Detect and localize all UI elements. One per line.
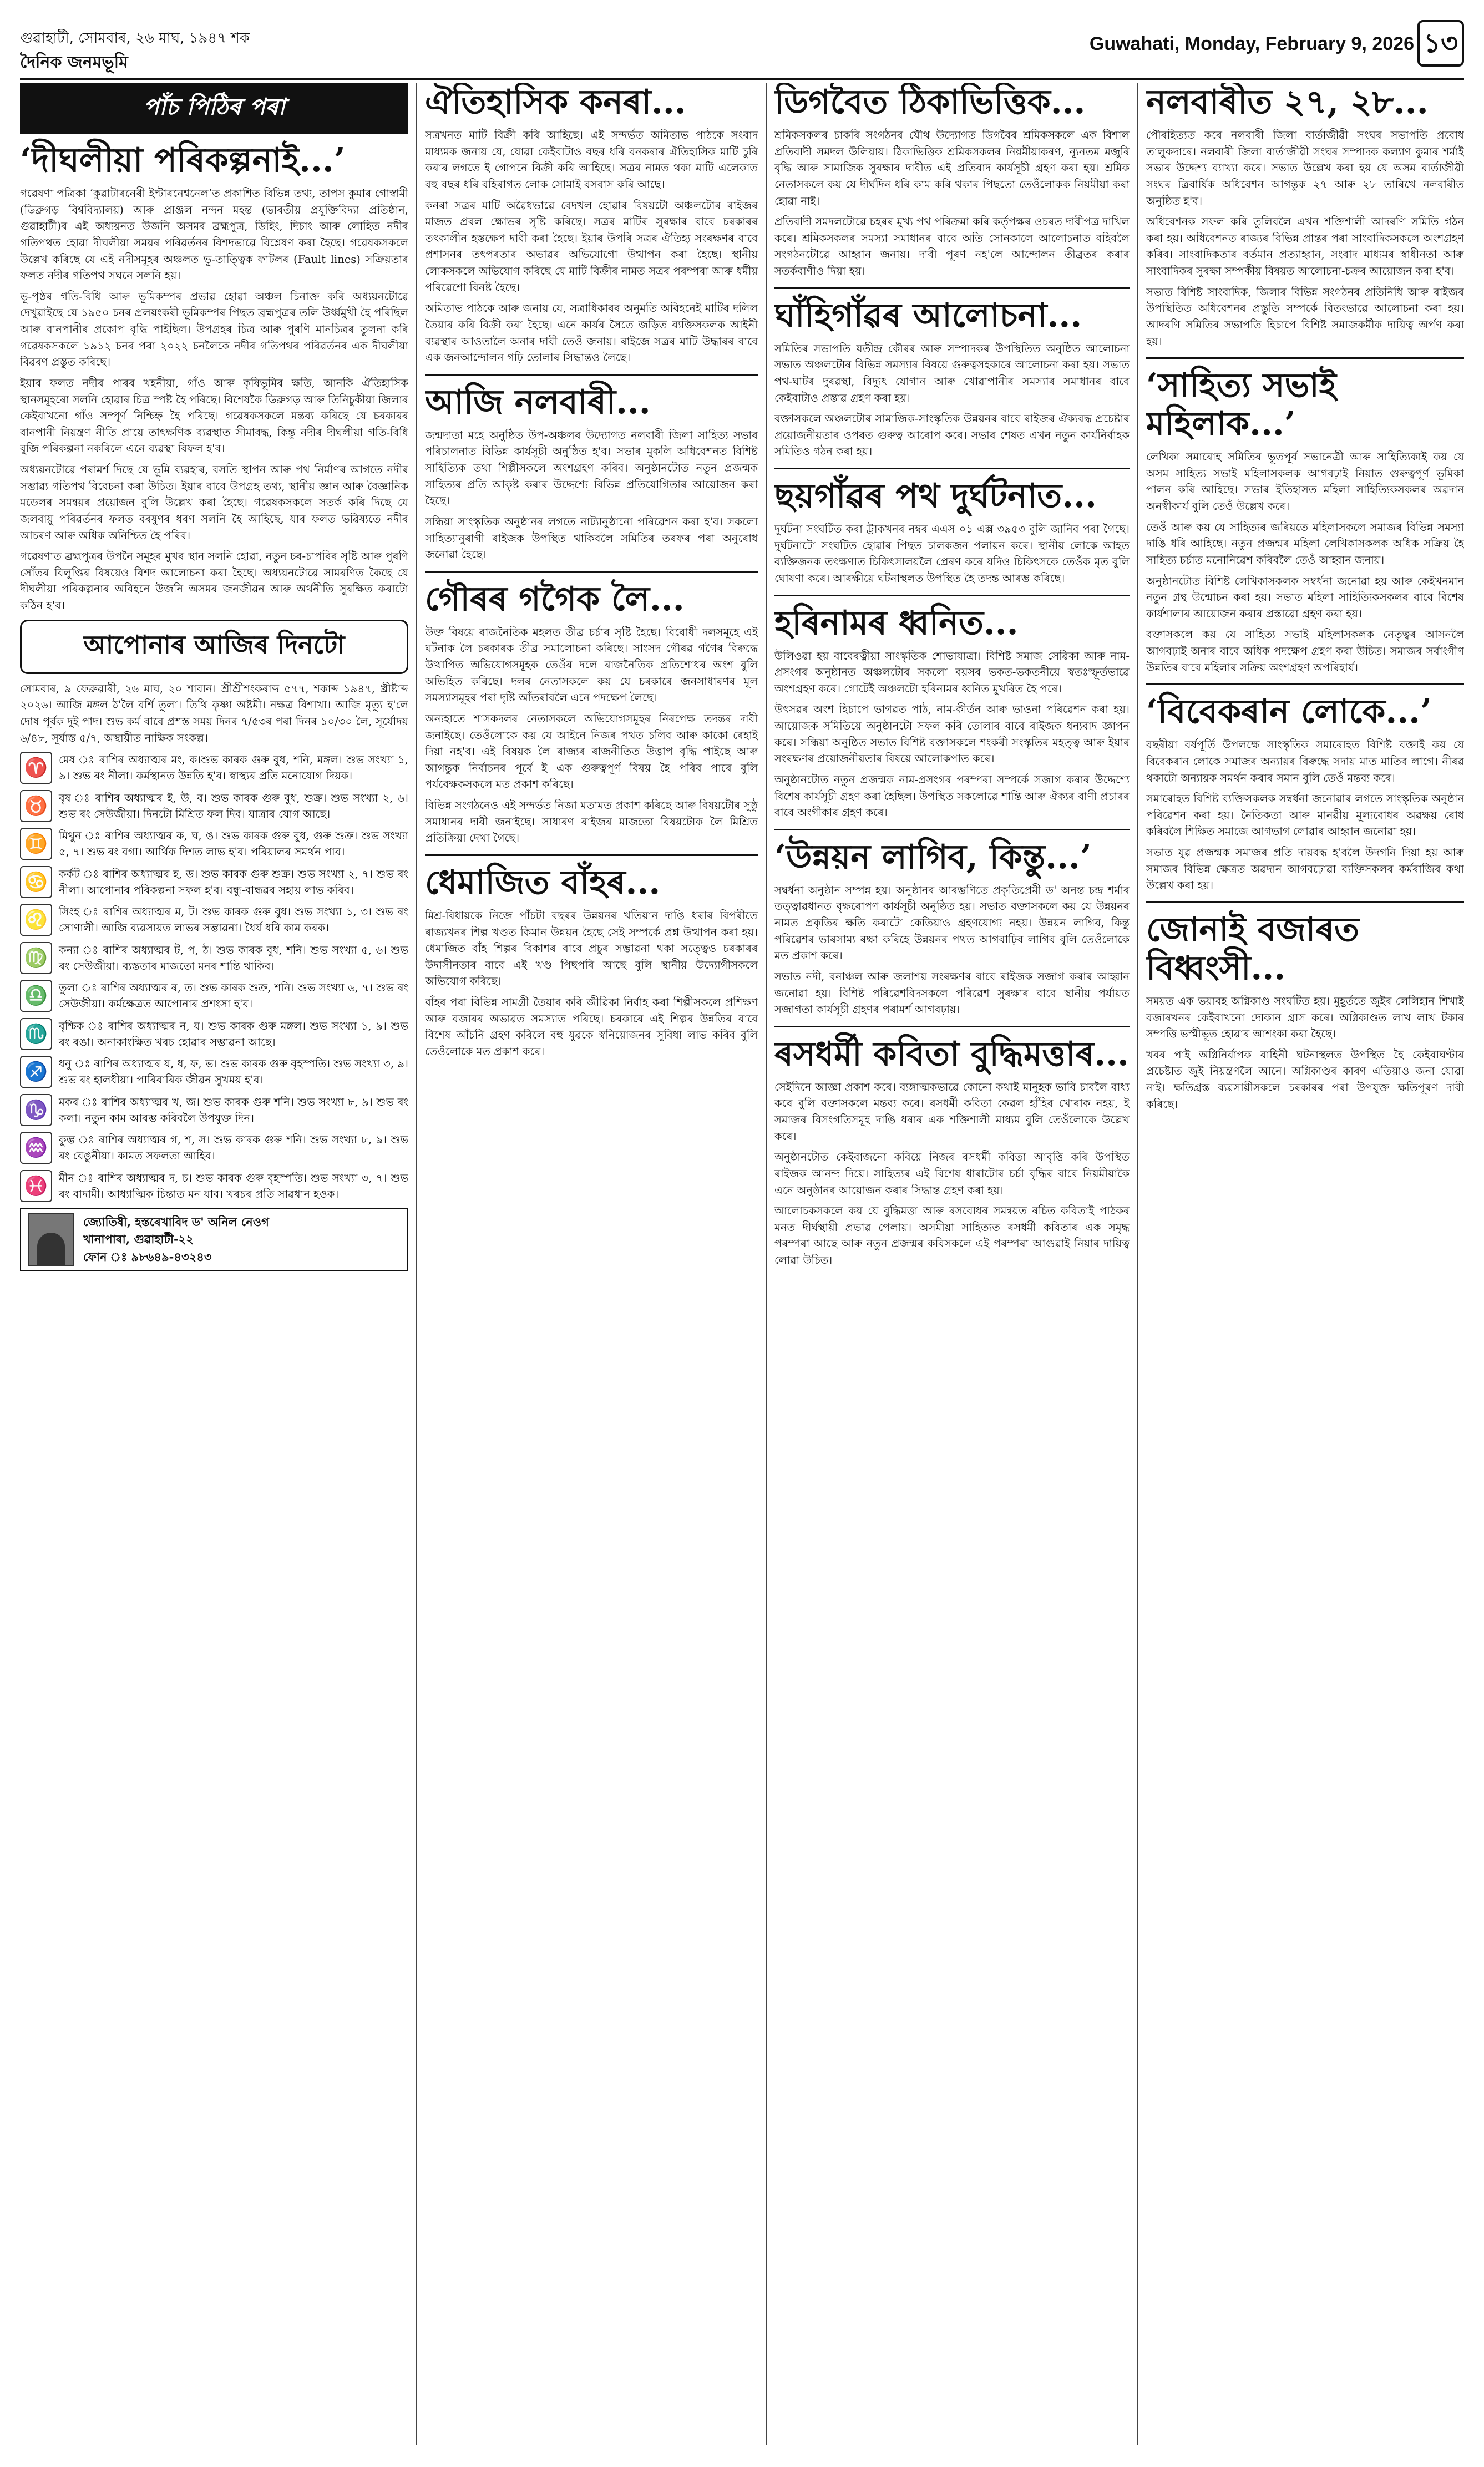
article-headline: ঘাঁহিগাঁৱৰ আলোচনা... bbox=[774, 296, 1082, 335]
paragraph: বক্তাসকলে অঞ্চলটোৰ সামাজিক-সাংস্কৃতিক উন্নয়নৰ বাবে ৰাইজৰ ঐক্যবদ্ধ প্ৰচেষ্টাৰ প্ৰয়োজনীয়তাৰ ওপৰত গুৰুত্ব আৰোপ কৰে। সভাৰ শেষত এখন নতুন কাৰ্যনিৰ্বাহক সমিতিও গঠন কৰা হয়। bbox=[774, 412, 1130, 458]
article-headline: ঐতিহাসিক কনৰা... bbox=[425, 83, 686, 121]
horoscope-text: সিংহ ঃ ৰাশিৰ অধ্যাত্মৰ ম, ট। শুভ কাৰক গুৰু বুধ। শুভ সংখ্যা ১, ৩। শুভ ৰং সোণালী। আজি ব্যৱসায়ত লাভৰ সম্ভাৱনা। ধৈৰ্য ধৰি কাম কৰক। bbox=[59, 905, 408, 935]
paragraph: উৎসৱৰ অংশ হিচাপে ভাগৱত পাঠ, নাম-কীৰ্তন আৰু ভাওনা পৰিৱেশন কৰা হয়। আয়োজক সমিতিয়ে অনুষ্ঠানটো সফল কৰি তোলাৰ বাবে ৰাইজক ধন্যবাদ জ্ঞাপন কৰে। সন্ধিয়া অনুষ্ঠিত সভাত বিশিষ্ট বক্তাসকলে শংকৰী সংস্কৃতিৰ মহত্ত্ব আৰু ইয়াৰ সংৰক্ষণৰ প্ৰয়োজনীয়তাৰ বিষয়ে আলোকপাত কৰে। bbox=[774, 703, 1130, 766]
column-3 bbox=[774, 83, 1130, 2445]
article-headline: জোনাই বজাৰত বিধ্বংসী... bbox=[1146, 910, 1360, 987]
paragraph: সময়ত এক ভয়াবহ অগ্নিকাণ্ড সংঘটিত হয়। মুহূৰ্ততে জুইৰ লেলিহান শিখাই বজাৰখনৰ কেইবাখনো দোকান গ্ৰাস কৰে। অগ্নিকাণ্ডত লাখ লাখ টকাৰ সম্পত্তি ভস্মীভূত হোৱাৰ আশংকা কৰা হৈছে। bbox=[1146, 994, 1464, 1041]
article-headline: আজি নলবাৰী... bbox=[425, 382, 651, 422]
zodiac-icon: ♏ bbox=[20, 1018, 52, 1050]
zodiac-icon: ♎ bbox=[20, 980, 52, 1012]
horoscope-text: মিথুন ঃ ৰাশিৰ অধ্যাত্মৰ ক, ঘ, ঙ। শুভ কাৰক গুৰু বুধ, গুৰু শুক্ৰ। শুভ সংখ্যা ৫, ৭। শুভ ৰং বগা। আৰ্থিক দিশত লাভ হ'ব। পৰিয়ালৰ সমৰ্থন পাব। bbox=[59, 829, 408, 859]
astrologer-name: জ্যোতিষী, হস্তৰেখাবিদ ড' অনিল নেওগ bbox=[83, 1214, 269, 1229]
article-headline: ৰসধৰ্মী কবিতা বুদ্ধিমত্তাৰ... bbox=[774, 1034, 1129, 1073]
columns bbox=[20, 83, 1464, 2445]
paragraph: ইয়াৰ ফলত নদীৰ পাৰৰ খহনীয়া, গাঁও আৰু কৃষিভূমিৰ ক্ষতি, আনকি ঐতিহাসিক স্থানসমূহৰো সলনি হোৱাৰ চিত্ৰ স্পষ্ট হৈ পৰিছে। বিশেষকৈ ডিব্ৰুগড় আৰু তিনিচুকীয়া জিলাৰ কেইবাখনো গাঁও সম্পূৰ্ণ নিশ্চিহ্ন হৈ পৰিছে। গৱেষকসকলে মন্তব্য কৰিছে যে চৰকাৰৰ বানপানী নিয়ন্ত্ৰণ নীতি প্ৰায়ে তাৎক্ষণিক ব্যৱস্থাত সীমাবদ্ধ, কিন্তু নদীৰ দীঘলীয়া গতি-বিধি বুজি পৰিকল্পনা নকৰিলে এনে ব্যৱস্থা বিফল হ'ব। bbox=[20, 376, 408, 455]
column-1 bbox=[20, 83, 408, 2445]
horoscope-list bbox=[20, 752, 408, 1202]
paragraph: কনৰা সত্ৰৰ মাটি অৱৈধভাৱে বেদখল হোৱাৰ বিষয়টো অঞ্চলটোৰ ৰাইজৰ মাজত প্ৰবল ক্ষোভৰ সৃষ্টি কৰিছে। সত্ৰৰ মাটিৰ সুৰক্ষাৰ বাবে চৰকাৰৰ তৎকালীন হস্তক্ষেপ দাবী কৰা হৈছে। ইয়াৰ উপৰি সত্ৰৰ ঐতিহ্য সংৰক্ষণৰ বাবে প্ৰশাসনৰ তৎপৰতাৰ অভাৱৰ অভিযোগো উত্থাপন কৰা হৈছে। স্থানীয় লোকসকলে অভিযোগ কৰিছে যে মাটি বিক্ৰীৰ নামত সত্ৰৰ পৰম্পৰা আৰু ধৰ্মীয় পৰিৱেশো বিনষ্ট হৈছে। bbox=[425, 199, 758, 294]
horoscope-sign bbox=[20, 828, 408, 860]
paragraph: সেইদিনে আজ্ঞা প্ৰকাশ কৰে। ব্যঙ্গাত্মকভাৱে কোনো কথাই মানুহক ভাবি চাবলৈ বাধ্য কৰে বুলি বক্তাসকলে মন্তব্য কৰে। ৰসধৰ্মী কবিতা কেৱল হাঁহিৰ খোৰাক নহয়, ই সমাজৰ বিসংগতিসমূহ দাঙি ধৰাৰ এক শক্তিশালী মাধ্যম বুলি তেওঁলোকে উল্লেখ কৰে। bbox=[774, 1080, 1130, 1143]
astrologer-photo bbox=[28, 1213, 74, 1266]
paragraph: বছৰীয়া বৰ্ষপূৰ্তি উপলক্ষে সাংস্কৃতিক সমাৰোহত বিশিষ্ট বক্তাই কয় যে বিবেকৰান লোকে সমাজৰ অন্যায়ৰ বিৰুদ্ধে সদায় মাত মাতিব লাগে। নীৰৱ থকাটো অন্যায়ক সমৰ্থন কৰাৰ সমান বুলি তেওঁ মন্তব্য কৰে। bbox=[1146, 738, 1464, 784]
paragraph: জন্মদাতা মহে অনুষ্ঠিত উপ-অঞ্চলৰ উদ্যোগত নলবাৰী জিলা সাহিত্য সভাৰ পৰিচালনাত বিভিন্ন কাৰ্যসূচী অনুষ্ঠিত হ'ব। সভাৰ মুকলি অধিবেশনত বিশিষ্ট সাহিত্যিক তথা শিল্পীসকলে অংশগ্ৰহণ কৰিব। অনুষ্ঠানটোত নতুন প্ৰজন্মক সাহিত্যৰ প্ৰতি আকৃষ্ট কৰাৰ উদ্দেশ্যে বিভিন্ন প্ৰতিযোগিতাৰ আয়োজন কৰা হৈছে। bbox=[425, 428, 758, 508]
zodiac-icon: ♍ bbox=[20, 942, 52, 974]
horoscope-sign bbox=[20, 980, 408, 1012]
horoscope-text: মীন ঃ ৰাশিৰ অধ্যাত্মৰ দ, চ। শুভ কাৰক গুৰু বৃহস্পতি। শুভ সংখ্যা ৩, ৭। শুভ ৰং বাদামী। আধ্যাত্মিক চিন্তাত মন যাব। খৰচৰ প্ৰতি সাৱধান হওক। bbox=[59, 1171, 408, 1200]
paragraph: অনুষ্ঠানটোত কেইবাজনো কবিয়ে নিজৰ ৰসধৰ্মী কবিতা আবৃত্তি কৰি উপস্থিত ৰাইজক আনন্দ দিয়ে। সাহিত্যৰ এই বিশেষ ধাৰাটোৰ চৰ্চা বৃদ্ধিৰ বাবে নিয়মীয়াকৈ এনে অনুষ্ঠানৰ আয়োজন কৰাৰ সিদ্ধান্ত গ্ৰহণ কৰা হয়। bbox=[774, 1151, 1130, 1197]
paragraph: সমাৰোহত বিশিষ্ট ব্যক্তিসকলক সম্বৰ্ধনা জনোৱাৰ লগতে সাংস্কৃতিক অনুষ্ঠান পৰিৱেশন কৰা হয়। নৈতিকতা আৰু মানৱীয় মূল্যবোধৰ অৱক্ষয় ৰোধ কৰিবলৈ শিক্ষিত সমাজে আগভাগ লোৱাৰ আহ্বান জনোৱা হয়। bbox=[1146, 792, 1464, 838]
paragraph: অনুষ্ঠানটোত নতুন প্ৰজন্মক নাম-প্ৰসংগৰ পৰম্পৰা সম্পৰ্কে সজাগ কৰাৰ উদ্দেশ্যে বিশেষ কাৰ্যসূচী গ্ৰহণ কৰা হৈছিল। উপস্থিত সকলোৱে শান্তি আৰু ঐক্যৰ বাণী প্ৰচাৰৰ বাবে অংগীকাৰ গ্ৰহণ কৰে। bbox=[774, 773, 1130, 819]
horoscope-sign bbox=[20, 942, 408, 975]
column-4 bbox=[1146, 83, 1464, 2445]
paragraph: মিশ্ৰ-বিধায়কে নিজে পাঁচটা বছৰৰ উন্নয়নৰ খতিয়ান দাঙি ধৰাৰ বিপৰীতে ৰাজ্যখনৰ শিল্প খণ্ডত কিমান উন্নয়ন হৈছে সেই সম্পৰ্কে প্ৰশ্ন উত্থাপন কৰা হয়। ধেমাজিত বাঁহ শিল্পৰ বিকাশৰ বাবে প্ৰচুৰ সম্ভাৱনা থকা সত্ত্বেও চৰকাৰৰ উদাসীনতাৰ বাবে এই খণ্ড পিছপৰি আছে বুলি স্থানীয় উদ্যোগীসকলে অভিযোগ কৰিছে। bbox=[425, 909, 758, 988]
horoscope-text: কৰ্কট ঃ ৰাশিৰ অধ্যাত্মৰ হ, ড। শুভ কাৰক গুৰু শুক্ৰ। শুভ সংখ্যা ২, ৭। শুভ ৰং নীলা। আপোনাৰ পৰিকল্পনা সফল হ'ব। বন্ধু-বান্ধৱৰ সহায় লাভ কৰিব। bbox=[59, 867, 408, 896]
article-body bbox=[20, 185, 408, 614]
section-banner: পাঁচ পিঠিৰ পৰা bbox=[20, 83, 408, 134]
paragraph: উক্ত বিষয়ে ৰাজনৈতিক মহলত তীব্ৰ চৰ্চাৰ সৃষ্টি হৈছে। বিৰোধী দলসমূহে এই ঘটনাক লৈ চৰকাৰক তীব্ৰ সমালোচনা কৰিছে। সাংসদ গৌৰৱ গগৈৰ বিৰুদ্ধে উত্থাপিত অভিযোগসমূহক তেওঁৰ দলে ৰাজনৈতিক প্ৰতিশোধৰ অংশ বুলি অভিহিত কৰিছে। দলৰ নেতাসকলে কয় যে চৰকাৰে জনসাধাৰণৰ মূল সমস্যাসমূহৰ পৰা দৃষ্টি আঁতৰাবলৈ এনে পদক্ষেপ লৈছে। bbox=[425, 625, 758, 705]
horoscope-text: মেষ ঃ ৰাশিৰ অধ্যাত্মৰ মং, ক।শুভ কাৰক গুৰু বুধ, শনি, মঙ্গল। শুভ সংখ্যা ১, ৯। শুভ ৰং নীলা। কৰ্মস্থানত উন্নতি হ'ব। স্বাস্থ্যৰ প্ৰতি মনোযোগ দিয়ক। bbox=[59, 753, 408, 783]
paragraph: গৱেষণাত ব্ৰহ্মপুত্ৰৰ উপনৈ সমূহৰ মুখৰ স্থান সলনি হোৱা, নতুন চৰ-চাপৰিৰ সৃষ্টি আৰু পুৰণি সোঁতৰ বিলুপ্তিৰ বিষয়েও বিশদ আলোচনা কৰা হৈছে। অধ্যয়নটোৱে সামৰণিত কৈছে যে দীঘলীয়া পৰিকল্পনাৰ অবিহনে উজনি অসমৰ জনজীৱন আৰু অৰ্থনীতি সুৰক্ষিত কৰাটো কঠিন হ'ব। bbox=[20, 550, 408, 612]
column-divider bbox=[766, 83, 767, 2445]
paragraph: সভাত বিশিষ্ট সাংবাদিক, জিলাৰ বিভিন্ন সংগঠনৰ প্ৰতিনিধি আৰু ৰাইজৰ উপস্থিতিত অধিবেশনৰ প্ৰস্তুতি সম্পৰ্কে বিতংভাৱে আলোচনা কৰা হয়। আদৰণি সমিতিৰ সভাপতি হিচাপে বিশিষ্ট সমাজকৰ্মীক দায়িত্ব অৰ্পণ কৰা হয়। bbox=[1146, 285, 1464, 348]
article-headline: গৌৰৰ গগৈক লৈ... bbox=[425, 579, 685, 619]
article-headline: ‘সাহিত্য সভাই মহিলাক...’ bbox=[1146, 366, 1336, 444]
paragraph: বাঁহৰ পৰা বিভিন্ন সামগ্ৰী তৈয়াৰ কৰি জীৱিকা নিৰ্বাহ কৰা শিল্পীসকলে প্ৰশিক্ষণ আৰু বজাৰৰ অভাৱত সমস্যাত পৰিছে। চৰকাৰে এই শিল্পৰ উন্নতিৰ বাবে বিশেষ আঁচনি গ্ৰহণ কৰিলে বহু যুৱকে স্বনিয়োজনৰ সুবিধা লাভ কৰিব বুলি তেওঁলোকে মত প্ৰকাশ কৰে। bbox=[425, 996, 758, 1058]
header-date-assamese: গুৱাহাটী, সোমবাৰ, ২৬ মাঘ, ১৯৪৭ শক bbox=[20, 30, 250, 47]
zodiac-icon: ♐ bbox=[20, 1056, 52, 1088]
horoscope-sign bbox=[20, 1018, 408, 1051]
paragraph: ভূ-পৃষ্ঠৰ গতি-বিধি আৰু ভূমিকম্পৰ প্ৰভাৱ হোৱা অঞ্চল চিনাক্ত কৰি অধ্যয়নটোৱে দেখুৱাইছে যে ১৯৫০ চনৰ প্ৰলয়ংকৰী ভূমিকম্পৰ পিছত ব্ৰহ্মপুত্ৰৰ তলি উৰ্ধ্বমুখী হৈ পৰিছিল আৰু বানপানীৰ প্ৰকোপ বৃদ্ধি পাইছিল। উপগ্ৰহৰ চিত্ৰ আৰু পুৰণি মানচিত্ৰৰ তুলনা কৰি গৱেষকসকলে ১৯১২ চনৰ পৰা ২০২২ চনলৈকে নদীৰ গতিপথৰ পৰিৱৰ্তনৰ এক দীঘলীয়া বিৱৰণ প্ৰস্তুত কৰিছে। bbox=[20, 290, 408, 369]
zodiac-icon: ♑ bbox=[20, 1094, 52, 1126]
horoscope-sign bbox=[20, 866, 408, 899]
paragraph: খবৰ পাই অগ্নিনিৰ্বাপক বাহিনী ঘটনাস্থলত উপস্থিত হৈ কেইবাঘণ্টাৰ প্ৰচেষ্টাত জুই নিয়ন্ত্ৰণলৈ আনে। অগ্নিকাণ্ডৰ কাৰণ এতিয়াও জনা যোৱা নাই। ক্ষতিগ্ৰস্ত ব্যৱসায়ীসকলে চৰকাৰৰ পৰা উপযুক্ত ক্ষতিপূৰণ দাবী কৰিছে। bbox=[1146, 1048, 1464, 1111]
astrologer-box bbox=[20, 1208, 408, 1271]
column-divider bbox=[1137, 83, 1138, 2445]
horoscope-sign bbox=[20, 1170, 408, 1203]
horoscope-sign bbox=[20, 1094, 408, 1127]
horoscope-sign bbox=[20, 1132, 408, 1164]
paragraph: দুৰ্ঘটনা সংঘটিত কৰা ট্ৰাকখনৰ নম্বৰ এএস ০১ এক্স ৩৯৫৩ বুলি জানিব পৰা গৈছে। দুৰ্ঘটনাটো সংঘটিত হোৱাৰ পিছত চালকজন পলায়ন কৰে। স্থানীয় লোকে আহত ব্যক্তিজনক তৎক্ষণাত চিকিৎসালয়লৈ প্ৰেৰণ কৰে যদিও চিকিৎসকে তেওঁক মৃত বুলি ঘোষণা কৰে। আৰক্ষীয়ে ঘটনাস্থলত উপস্থিত হৈ তদন্ত আৰম্ভ কৰিছে। bbox=[774, 523, 1130, 585]
horoscope-text: তুলা ঃ ৰাশিৰ অধ্যাত্মৰ ৰ, ত। শুভ কাৰক শুক্ৰ, শনি। শুভ সংখ্যা ৬, ৭। শুভ ৰং সেউজীয়া। কৰ্মক্ষেত্ৰত আপোনাৰ প্ৰশংসা হ'ব। bbox=[59, 981, 408, 1011]
paragraph: লেখিকা সমাৰোহ সমিতিৰ ভূতপূৰ্ব সভানেত্ৰী আৰু সাহিত্যিকাই কয় যে অসম সাহিত্য সভাই মহিলাসকলক আগবঢ়াই নিয়াত গুৰুত্বপূৰ্ণ ভূমিকা পালন কৰি আহিছে। সভাৰ ইতিহাসত মহিলা সাহিত্যিকসকলৰ অৱদান অনস্বীকাৰ্য বুলি তেওঁ উল্লেখ কৰে। bbox=[1146, 450, 1464, 513]
horoscope-text: মকৰ ঃ ৰাশিৰ অধ্যাত্মৰ খ, জ। শুভ কাৰক গুৰু শনি। শুভ সংখ্যা ৮, ৯। শুভ ৰং কলা। নতুন কাম আৰম্ভ কৰিবলৈ উপযুক্ত দিন। bbox=[59, 1095, 408, 1124]
horoscope-text: বৃশ্চিক ঃ ৰাশিৰ অধ্যাত্মৰ ন, য। শুভ কাৰক গুৰু মঙ্গল। শুভ সংখ্যা ১, ৯। শুভ ৰং ৰঙা। অনাকাংক্ষিত খৰচ হোৱাৰ সম্ভাৱনা আছে। bbox=[59, 1019, 408, 1048]
horoscope-text: কন্যা ঃ ৰাশিৰ অধ্যাত্মৰ ট, প, ঠ। শুভ কাৰক বুধ, শনি। শুভ সংখ্যা ৫, ৬। শুভ ৰং সেউজীয়া। ব্যস্ততাৰ মাজতো মনৰ শান্তি থাকিব। bbox=[59, 943, 408, 972]
zodiac-icon: ♊ bbox=[20, 828, 52, 860]
horoscope-title: আপোনাৰ আজিৰ দিনটো bbox=[20, 620, 408, 674]
paragraph: সভাত যুৱ প্ৰজন্মক সমাজৰ প্ৰতি দায়বদ্ধ হ'বলৈ উদগনি দিয়া হয় আৰু সমাজৰ বিভিন্ন ক্ষেত্ৰত অৱদান আগবঢ়োৱা ব্যক্তিসকলৰ কৰ্মৰাজিৰ কথা উল্লেখ কৰা হয়। bbox=[1146, 846, 1464, 892]
paragraph: অধিবেশনক সফল কৰি তুলিবলৈ এখন শক্তিশালী আদৰণি সমিতি গঠন কৰা হয়। অধিবেশনত ৰাজ্যৰ বিভিন্ন প্ৰান্তৰ পৰা সাংবাদিকসকলে অংশগ্ৰহণ কৰিব। সাংবাদিকতাৰ বৰ্তমান প্ৰত্যাহ্বান, সংবাদ মাধ্যমৰ স্বাধীনতা আৰু সাংবাদিকৰ সুৰক্ষা সম্পৰ্কীয় বিষয়ত আলোচনা-চক্ৰৰ আয়োজন কৰা হ'ব। bbox=[1146, 215, 1464, 277]
zodiac-icon: ♌ bbox=[20, 904, 52, 936]
paragraph: অন্যহাতে শাসকদলৰ নেতাসকলে অভিযোগসমূহৰ নিৰপেক্ষ তদন্তৰ দাবী জনাইছে। তেওঁলোকে কয় যে আইনে নিজৰ পথত চলিব আৰু কাকো ৰেহাই দিয়া নহ'ব। এই বিষয়ক লৈ ৰাজ্যৰ ৰাজনীতিত উত্তাপ বৃদ্ধি পাইছে আৰু আগন্তুক নিৰ্বাচনৰ পূৰ্বে ই এক গুৰুত্বপূৰ্ণ বিষয় হৈ পৰিব পাৰে বুলি পৰ্যবেক্ষকসকলে মত প্ৰকাশ কৰিছে। bbox=[425, 712, 758, 791]
page-number: ১৩ bbox=[1417, 20, 1464, 67]
paragraph: সভাত নদী, বনাঞ্চল আৰু জলাশয় সংৰক্ষণৰ বাবে ৰাইজক সজাগ কৰাৰ আহ্বান জনোৱা হয়। বিশিষ্ট পৰিৱেশবিদসকলে পৰিৱেশ সুৰক্ষাৰ বাবে স্থানীয় পৰ্যায়ত সজাগতা কাৰ্যসূচী গ্ৰহণৰ পৰামৰ্শ আগবঢ়ায়। bbox=[774, 970, 1130, 1016]
paragraph: অমিতাভ পাঠকে আৰু জনায় যে, সত্ৰাধিকাৰৰ অনুমতি অবিহনেই মাটিৰ দলিল তৈয়াৰ কৰি বিক্ৰী কৰা হৈছে। এনে কাৰ্যৰ সৈতে জড়িত ব্যক্তিসকলক আইনী ব্যৱস্থাৰ আওতালৈ অনাৰ দাবী তেওঁ জনায়। ৰাইজে সত্ৰৰ মাটি উদ্ধাৰৰ বাবে এক জনআন্দোলন গঢ়ি তোলাৰ সিদ্ধান্তও লৈছে। bbox=[425, 302, 758, 364]
article-headline: ‘দীঘলীয়া পৰিকল্পনাই...’ bbox=[20, 141, 346, 180]
zodiac-icon: ♓ bbox=[20, 1170, 52, 1202]
column-divider bbox=[416, 83, 417, 2445]
page-header bbox=[20, 17, 1464, 80]
paragraph: আলোচকসকলে কয় যে বুদ্ধিমত্তা আৰু ৰসবোধৰ সমন্বয়ত ৰচিত কবিতাই পাঠকৰ মনত দীৰ্ঘস্থায়ী প্ৰভাৱ পেলায়। অসমীয়া সাহিত্যত ৰসধৰ্মী কবিতাৰ এক সমৃদ্ধ পৰম্পৰা আছে আৰু নতুন প্ৰজন্মৰ কবিসকলে এই পৰম্পৰা আগুৱাই নিয়াৰ দায়িত্ব লোৱা উচিত। bbox=[774, 1204, 1130, 1267]
horoscope-sign bbox=[20, 752, 408, 784]
header-date-english: Guwahati, Monday, February 9, 2026 bbox=[1089, 33, 1414, 54]
horoscope-sign bbox=[20, 904, 408, 936]
paragraph: পৌৰহিত্যত কৰে নলবাৰী জিলা বাৰ্তাজীৱী সংঘৰ সভাপতি প্ৰবোধ তালুকদাৰে। নলবাৰী জিলা বাৰ্তাজীৱী সংঘৰ সম্পাদক কল্যাণ কুমাৰ শৰ্মাই সভাৰ উদ্দেশ্য ব্যাখ্যা কৰে। সভাত উল্লেখ কৰা হয় যে অসম বাৰ্তাজীৱী সংঘৰ ত্ৰিবাৰ্ষিক অধিবেশন আগন্তুক ২৭ আৰু ২৮ তাৰিখে নলবাৰীত অনুষ্ঠিত হ'ব। bbox=[1146, 129, 1464, 207]
zodiac-icon: ♒ bbox=[20, 1132, 52, 1164]
paragraph: প্ৰতিবাদী সমদলটোৱে চহৰৰ মুখ্য পথ পৰিক্ৰমা কৰি কৰ্তৃপক্ষৰ ওচৰত দাবীপত্ৰ দাখিল কৰে। শ্ৰমিকসকলৰ সমস্যা সমাধানৰ বাবে অতি সোনকালে আলোচনাত বহিবলৈ সংগঠনটোৱে আহ্বান জনায়। দাবী পূৰণ নহ'লে আন্দোলন তীব্ৰতৰ কৰাৰ সতৰ্কবাণীও দিয়া হয়। bbox=[774, 215, 1130, 277]
paragraph: সমিতিৰ সভাপতি যতীন্দ্ৰ কৌৰৰ আৰু সম্পাদকৰ উপস্থিতিত অনুষ্ঠিত আলোচনা সভাত অঞ্চলটোৰ বিভিন্ন সমস্যাৰ বিষয়ে গুৰুত্বসহকাৰে আলোচনা কৰা হয়। সভাত পথ-ঘাটৰ দুৰৱস্থা, বিদ্যুৎ যোগান আৰু খোৱাপানীৰ সমস্যাৰ সমাধানৰ বাবে কেইবাটাও প্ৰস্তাৱ গ্ৰহণ কৰা হয়। bbox=[774, 342, 1130, 404]
paragraph: অনুষ্ঠানটোত বিশিষ্ট লেখিকাসকলক সম্বৰ্ধনা জনোৱা হয় আৰু কেইখনমান নতুন গ্ৰন্থ উন্মোচন কৰা হয়। সভাত মহিলা সাহিত্যিকসকলৰ বাবে বিশেষ কাৰ্যশালাৰ আয়োজন কৰাৰ প্ৰস্তাৱো গ্ৰহণ কৰা হয়। bbox=[1146, 574, 1464, 620]
article-headline: ‘উন্নয়ন লাগিব, কিন্তু...’ bbox=[774, 837, 1092, 877]
article-headline: ‘বিবেকৰান লোকে...’ bbox=[1146, 692, 1432, 732]
article-headline: নলবাৰীত ২৭, ২৮... bbox=[1146, 83, 1429, 121]
paragraph: শ্ৰমিকসকলৰ চাকৰি সংগঠনৰ যৌথ উদ্যোগত ডিগবৈৰ শ্ৰমিকসকলে এক বিশাল প্ৰতিবাদী সমদল উলিয়ায়। ঠিকাভিত্তিক শ্ৰমিকসকলৰ নিয়মীয়াকৰণ, ন্যূনতম মজুৰি বৃদ্ধি আৰু সামাজিক সুৰক্ষাৰ দাবীত এই প্ৰতিবাদ কাৰ্যসূচী গ্ৰহণ কৰা হয়। শ্ৰমিক নেতাসকলে কয় যে দীৰ্ঘদিন ধৰি কাম কৰি থকাৰ পিছতো তেওঁলোকক নিয়মীয়া কৰা হোৱা নাই। bbox=[774, 129, 1130, 207]
paragraph: উলিওৱা হয় বাবেৰত্নীয়া সাংস্কৃতিক শোভাযাত্ৰা। বিশিষ্ট সমাজ সেৱিকা আৰু নাম-প্ৰসংগৰ অনুষ্ঠানত অঞ্চলটোৰ সকলো বয়সৰ ভকত-ভকতনীয়ে স্বতঃস্ফূৰ্তভাৱে অংশগ্ৰহণ কৰে। গোটেই অঞ্চলটো হৰিনামৰ ধ্বনিত মুখৰিত হৈ পৰে। bbox=[774, 649, 1130, 695]
article-headline: ছয়গাঁৱৰ পথ দুৰ্ঘটনাত... bbox=[774, 477, 1097, 515]
zodiac-icon: ♈ bbox=[20, 752, 52, 784]
zodiac-icon: ♉ bbox=[20, 790, 52, 822]
article-headline: ধেমাজিত বাঁহৰ... bbox=[425, 863, 661, 902]
paragraph: গৱেষণা পত্ৰিকা ‘কুৱাটাৰনেৰী ইণ্টাৰনেশ্বনেল’ত প্ৰকাশিত বিভিন্ন তথ্য, তাপস কুমাৰ গোস্বামী (ডিব্ৰুগড় বিশ্ববিদ্যালয়) আৰু প্ৰাঞ্জল নন্দন মহন্ত (ভাৰতীয় প্ৰযুক্তিবিদ্যা প্ৰতিষ্ঠান, গুৱাহাটী)ৰ এই অধ্যয়নত উজনি অসমৰ ব্ৰহ্মপুত্ৰ, ডিহিং, দিচাং আৰু লোহিত নদীৰ গতিপথত হোৱা দীঘলীয়া সময়ৰ পৰিৱৰ্তনৰ বিশদভাৱে বিশ্লেষণ কৰা হৈছে। গৱেষকসকলে উল্লেখ কৰিছে যে এই নদীসমূহৰ অঞ্চলত ভূ-তাত্ত্বিক ফাটলৰ (Fault lines) সক্ৰিয়তাৰ ফলত নদীৰ গতিপথ সঘনে সলনি হয়। bbox=[20, 187, 408, 282]
paragraph: সম্বৰ্ধনা অনুষ্ঠান সম্পন্ন হয়। অনুষ্ঠানৰ আৰম্ভণিতে প্ৰকৃতিপ্ৰেমী ড' অনন্ত চন্দ্ৰ শৰ্মাৰ তত্ত্বাৱধানত বৃক্ষৰোপণ কাৰ্যসূচী অনুষ্ঠিত হয়। সভাত বক্তাসকলে কয় যে উন্নয়নৰ নামত প্ৰকৃতিৰ ক্ষতি কৰাটো কেতিয়াও গ্ৰহণযোগ্য নহয়। উন্নয়ন লাগিব, কিন্তু পৰিৱেশৰ ভাৰসাম্য ৰক্ষা কৰিহে উন্নয়নৰ পথত আগবাঢ়িব লাগিব বুলি তেওঁলোকে মত প্ৰকাশ কৰে। bbox=[774, 883, 1130, 963]
astrologer-phone: ফোন ঃ ৯৮৬৪৯-৪৩২৪৩ bbox=[83, 1249, 212, 1264]
paragraph: সত্ৰখনত মাটি বিক্ৰী কৰি আহিছে। এই সন্দৰ্ভত অমিতাভ পাঠকে সংবাদ মাধ্যমক জনায় যে, যোৱা কেইবাটাও বছৰ ধৰি বনকৰাৰ ঐতিহাসিক মাটি চুৰি কৰাৰ লগতে ই গোপনে বিক্ৰী কৰি আহিছে। সত্ৰৰ নামত থকা মাটি এলেকাত বহু বছৰ ধৰি বহিৰাগত লোক সোমাই বসবাস কৰি আছে। bbox=[425, 129, 758, 191]
horoscope-text: বৃষ ঃ ৰাশিৰ অধ্যাত্মৰ ই, উ, ব। শুভ কাৰক গুৰু বুধ, শুক্ৰ। শুভ সংখ্যা ২, ৬। শুভ ৰং সেউজীয়া। দিনটো মিশ্ৰিত ফল দিব। যাত্ৰাৰ যোগ আছে। bbox=[59, 791, 408, 820]
horoscope-intro: সোমবাৰ, ৯ ফেব্ৰুৱাৰী, ২৬ মাঘ, ২০ শাবান। শ্ৰীশ্ৰীশংকৰাব্দ ৫৭৭, শকাব্দ ১৯৪৭, খ্ৰীষ্টাব্দ ২০২৬। আজি মঙ্গল ঠ'লৈ বৰ্শি তুলা। তিথি কৃষ্ণা অষ্টমী। নক্ষত্ৰ বিশাখা। আজি মৃত্যু হ'লে দোষ পূৰ্বক দুই পাদ। শুভ কৰ্ম বাবে প্ৰশস্ত সময় দিনৰ ৭/৫৩ৰ পৰা দিনৰ ১০/৩০ লৈ, সূৰ্যোদয় ৬/৪৮, সূৰ্যাস্ত ৫/৭, অস্থায়ীত নাক্ষিক সংকল্প। bbox=[20, 682, 408, 744]
paragraph: সন্ধিয়া সাংস্কৃতিক অনুষ্ঠানৰ লগতে নাট্যানুষ্ঠানো পৰিৱেশন কৰা হ'ব। সকলো সাহিত্যানুৰাগী ৰাইজক উপস্থিত থাকিবলৈ সমিতিৰ তৰফৰ পৰা অনুৰোধ জনোৱা হৈছে। bbox=[425, 515, 758, 561]
horoscope-text: কুম্ভ ঃ ৰাশিৰ অধ্যাত্মৰ গ, শ, স। শুভ কাৰক গুৰু শনি। শুভ সংখ্যা ৮, ৯। শুভ ৰং বেঙুনীয়া। কামত সফলতা আহিব। bbox=[59, 1133, 408, 1163]
masthead-brand: দৈনিক জনমভূমি bbox=[20, 53, 128, 72]
zodiac-icon: ♋ bbox=[20, 866, 52, 898]
paragraph: বিভিন্ন সংগঠনেও এই সন্দৰ্ভত নিজা মতামত প্ৰকাশ কৰিছে আৰু বিষয়টোৰ সুষ্ঠু সমাধানৰ দাবী জনাইছে। সাধাৰণ ৰাইজৰ মাজতো বিষয়টোক লৈ মিশ্ৰিত প্ৰতিক্ৰিয়া দেখা গৈছে। bbox=[425, 799, 758, 845]
astrologer-address: খানাপাৰা, গুৱাহাটী-২২ bbox=[83, 1232, 194, 1247]
horoscope-sign bbox=[20, 1056, 408, 1088]
column-2 bbox=[425, 83, 758, 2445]
article-headline: হৰিনামৰ ধ্বনিত... bbox=[774, 603, 1019, 642]
horoscope-sign bbox=[20, 790, 408, 823]
paragraph: তেওঁ আৰু কয় যে সাহিত্যৰ জৰিয়তে মহিলাসকলে সমাজৰ বিভিন্ন সমস্যা দাঙি ধৰি আহিছে। নতুন প্ৰজন্মৰ মহিলা লেখিকাসকলক অধিক সক্ৰিয় হৈ সাহিত্য চৰ্চাত মনোনিৱেশ কৰিবলৈ তেওঁ আহ্বান জনায়। bbox=[1146, 520, 1464, 566]
horoscope-text: ধনু ঃ ৰাশিৰ অধ্যাত্মৰ য, ধ, ফ, ভ। শুভ কাৰক গুৰু বৃহস্পতি। শুভ সংখ্যা ৩, ৯। শুভ ৰং হালধীয়া। পাৰিবাৰিক জীৱন সুখময় হ'ব। bbox=[59, 1057, 408, 1087]
article-headline: ডিগবৈত ঠিকাভিত্তিক... bbox=[774, 83, 1086, 121]
paragraph: বক্তাসকলে কয় যে সাহিত্য সভাই মহিলাসকলক নেতৃত্বৰ আসনলৈ আগবঢ়াই অনাৰ বাবে অধিক পদক্ষেপ গ্ৰহণ কৰা উচিত। সমাজৰ সৰ্বাংগীণ উন্নতিৰ বাবে মহিলাৰ সক্ৰিয় অংশগ্ৰহণ অপৰিহাৰ্য। bbox=[1146, 628, 1464, 674]
paragraph: অধ্যয়নটোৱে পৰামৰ্শ দিছে যে ভূমি ব্যৱহাৰ, বসতি স্থাপন আৰু পথ নিৰ্মাণৰ আগতে নদীৰ সম্ভাৱ্য গতিপথ বিবেচনা কৰা উচিত। ইয়াৰ বাবে উপগ্ৰহ তথ্য, স্থানীয় জ্ঞান আৰু বৈজ্ঞানিক মডেলৰ সমন্বয়ৰ প্ৰয়োজন বুলি উল্লেখ কৰা হৈছে। গৱেষকসকলে সতৰ্ক কৰি দিছে যে জলবায়ু পৰিৱৰ্তনৰ ফলত বৰষুণৰ ধৰণ সলনি হৈ আহিছে, যাৰ ফলত ভৱিষ্যতে নদীৰ আচৰণ আৰু অধিক অনিশ্চিত হৈ পৰিব। bbox=[20, 463, 408, 542]
